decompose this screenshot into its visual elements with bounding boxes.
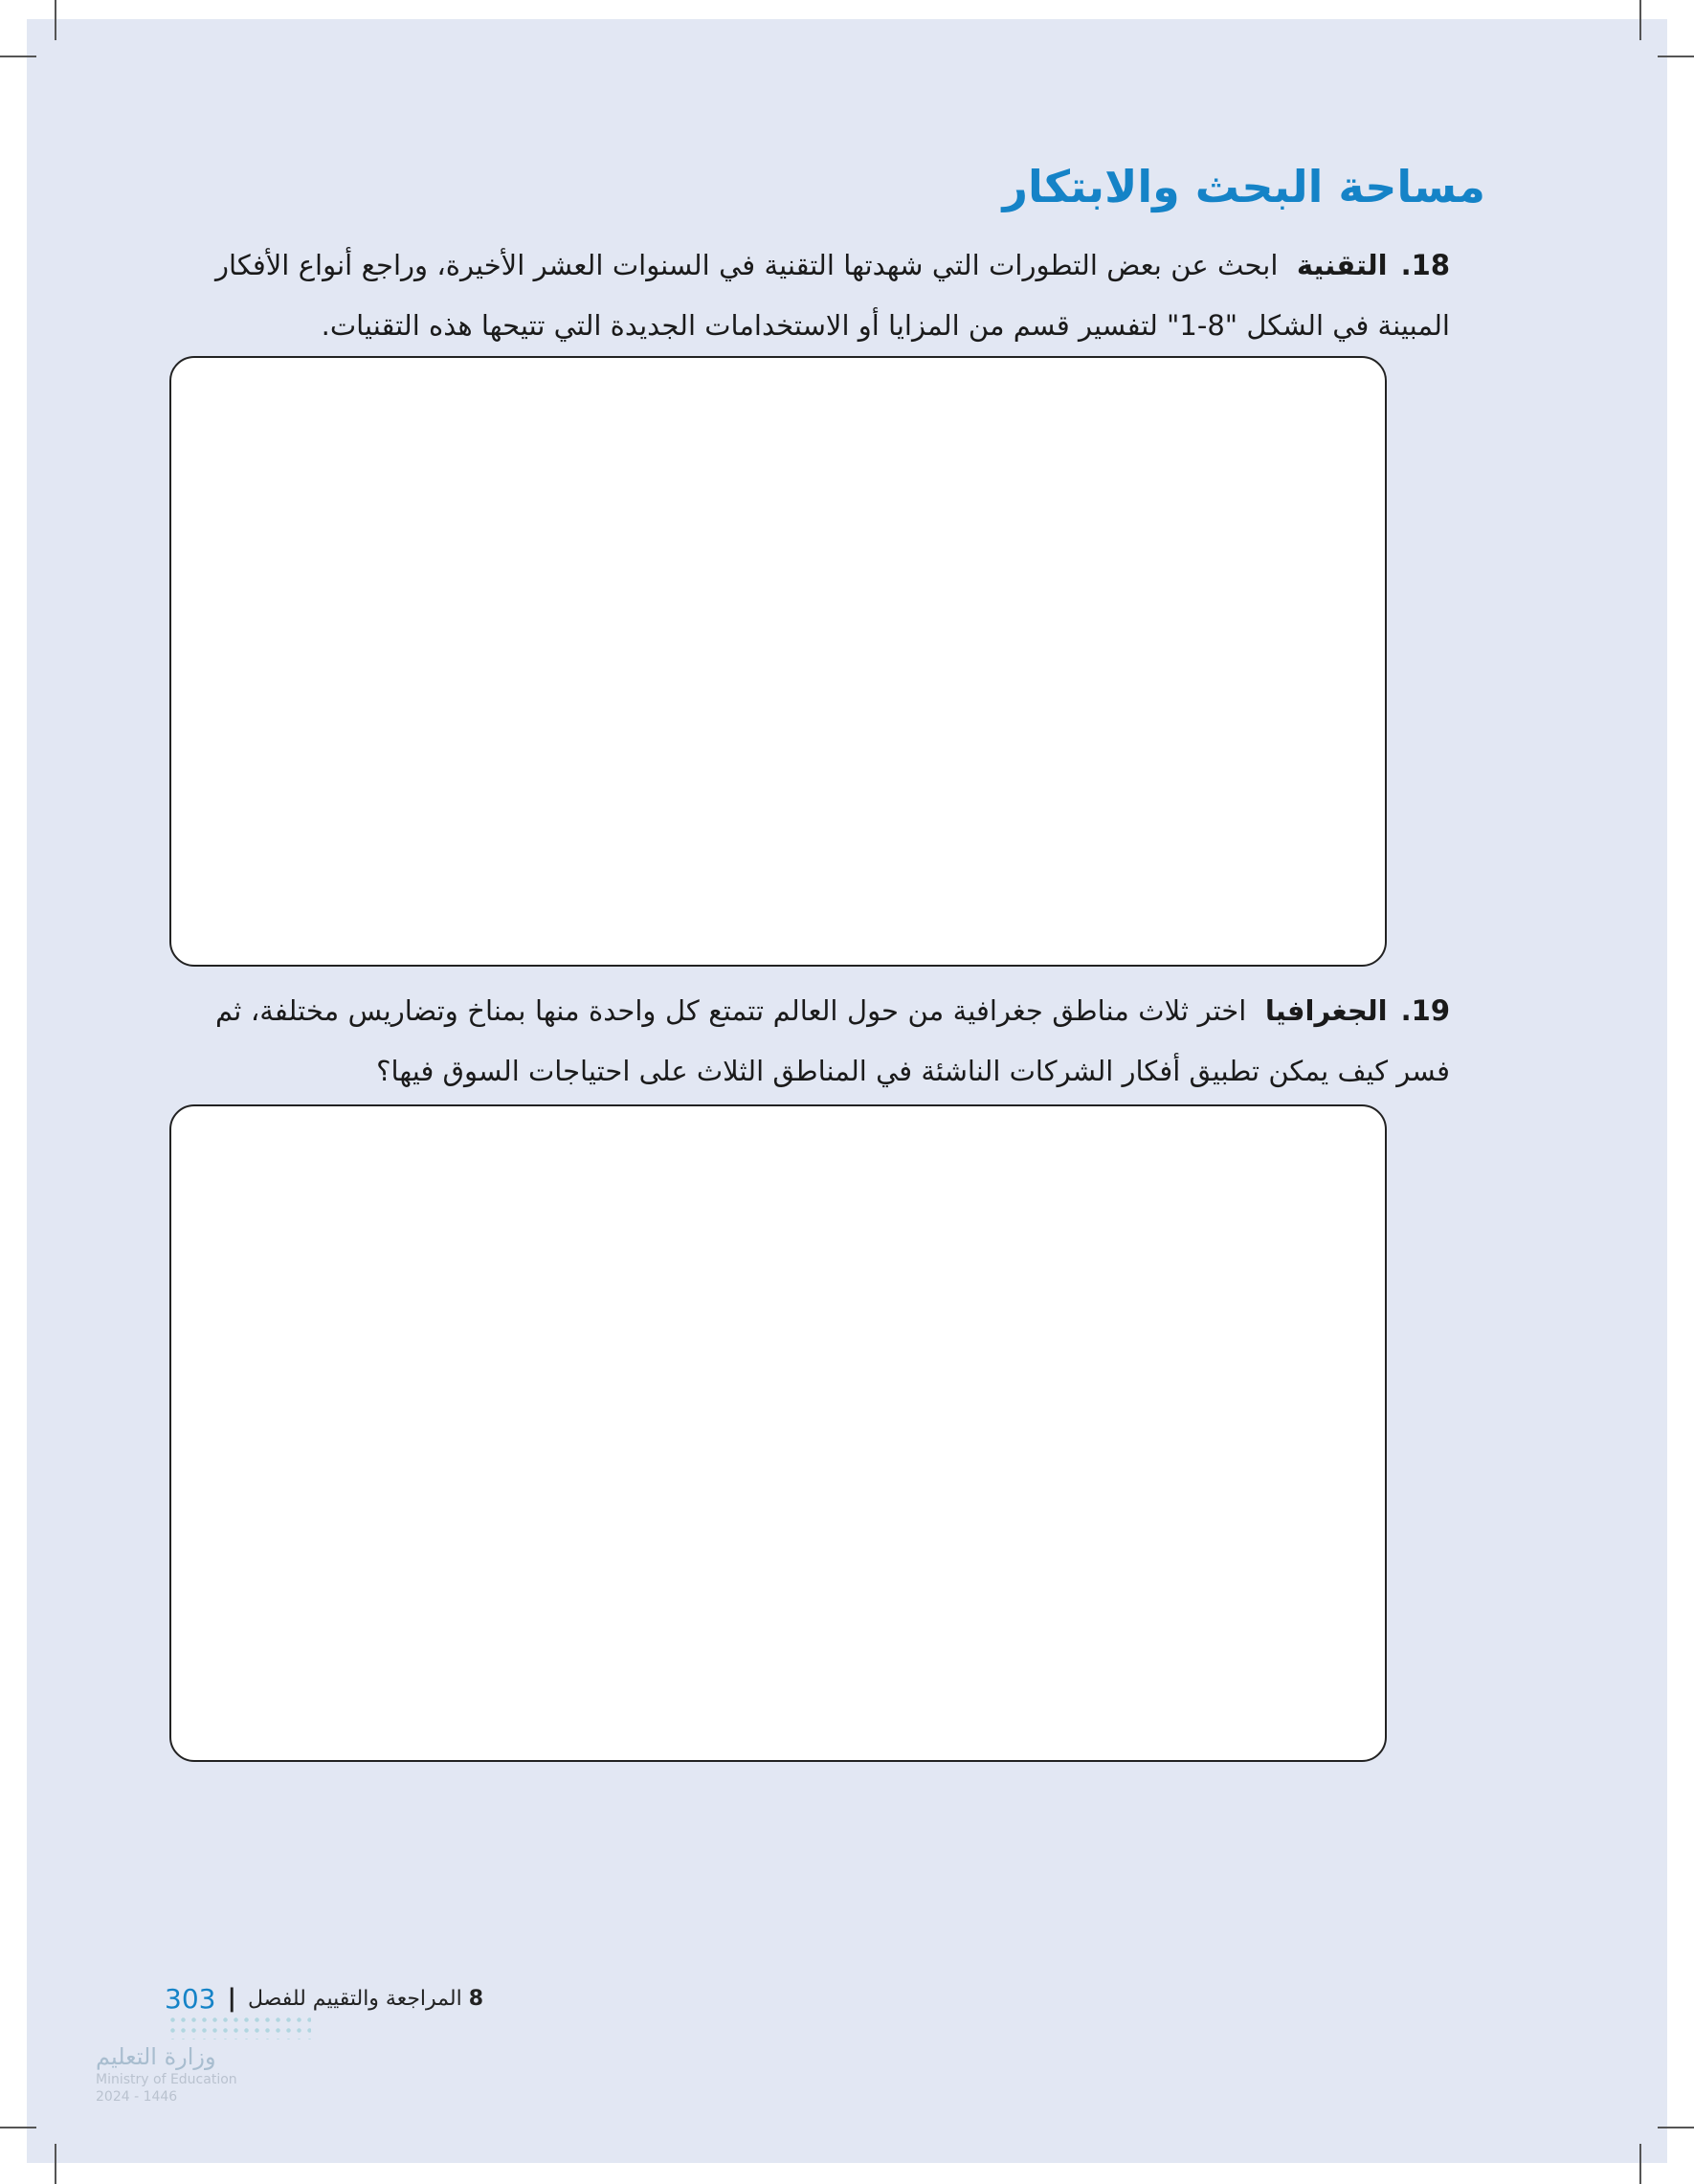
question-text: اختر ثلاث مناطق جغرافية من حول العالم تتمتع كل واحدة منها بمناخ وتضاريس مختلفة، ثم فسر كيف يمكن تطبيق أفكار الشركات الناشئة في المناطق الثلاث على احتياجات السوق فيها؟ — [215, 994, 1450, 1087]
crop-mark — [1658, 56, 1694, 57]
question-topic: الجغرافيا — [1264, 994, 1388, 1027]
logo-year-text: 2024 - 1446 — [96, 2089, 178, 2105]
chapter-text: المراجعة والتقييم للفصل — [247, 1986, 462, 2011]
section-title: مساحة البحث والابتكار — [1002, 161, 1485, 212]
dots-pattern-icon — [167, 2015, 311, 2039]
question-number: 19. — [1400, 994, 1450, 1027]
logo-english-text: Ministry of Education — [96, 2072, 237, 2087]
answer-box-19[interactable] — [169, 1104, 1387, 1762]
crop-mark — [1639, 2144, 1641, 2184]
crop-mark — [55, 2144, 56, 2184]
question-text: ابحث عن بعض التطورات التي شهدتها التقنية في السنوات العشر الأخيرة، وراجع أنواع الأفكار المبينة في الشكل "8-1" لتفسير قسم من المزايا أو الاستخدامات الجديدة التي تتيحها هذه التقنيات. — [215, 249, 1450, 342]
answer-box-18[interactable] — [169, 356, 1387, 967]
question-18 — [215, 235, 1450, 356]
chapter-label — [248, 1987, 483, 2011]
question-19 — [215, 981, 1450, 1102]
page-footer — [165, 1979, 483, 2017]
crop-mark — [0, 56, 36, 57]
question-topic: التقنية — [1296, 249, 1388, 281]
crop-mark — [55, 0, 56, 40]
crop-mark — [0, 2127, 36, 2128]
page-number: 303 — [165, 1982, 216, 2015]
chapter-number: 8 — [468, 1986, 484, 2011]
crop-mark — [1658, 2127, 1694, 2128]
footer-separator: | — [227, 1984, 236, 2013]
logo-arabic-text: وزارة التعليم — [96, 2043, 216, 2070]
crop-mark — [1639, 0, 1641, 40]
question-number: 18. — [1400, 249, 1451, 281]
ministry-logo — [96, 2043, 287, 2105]
